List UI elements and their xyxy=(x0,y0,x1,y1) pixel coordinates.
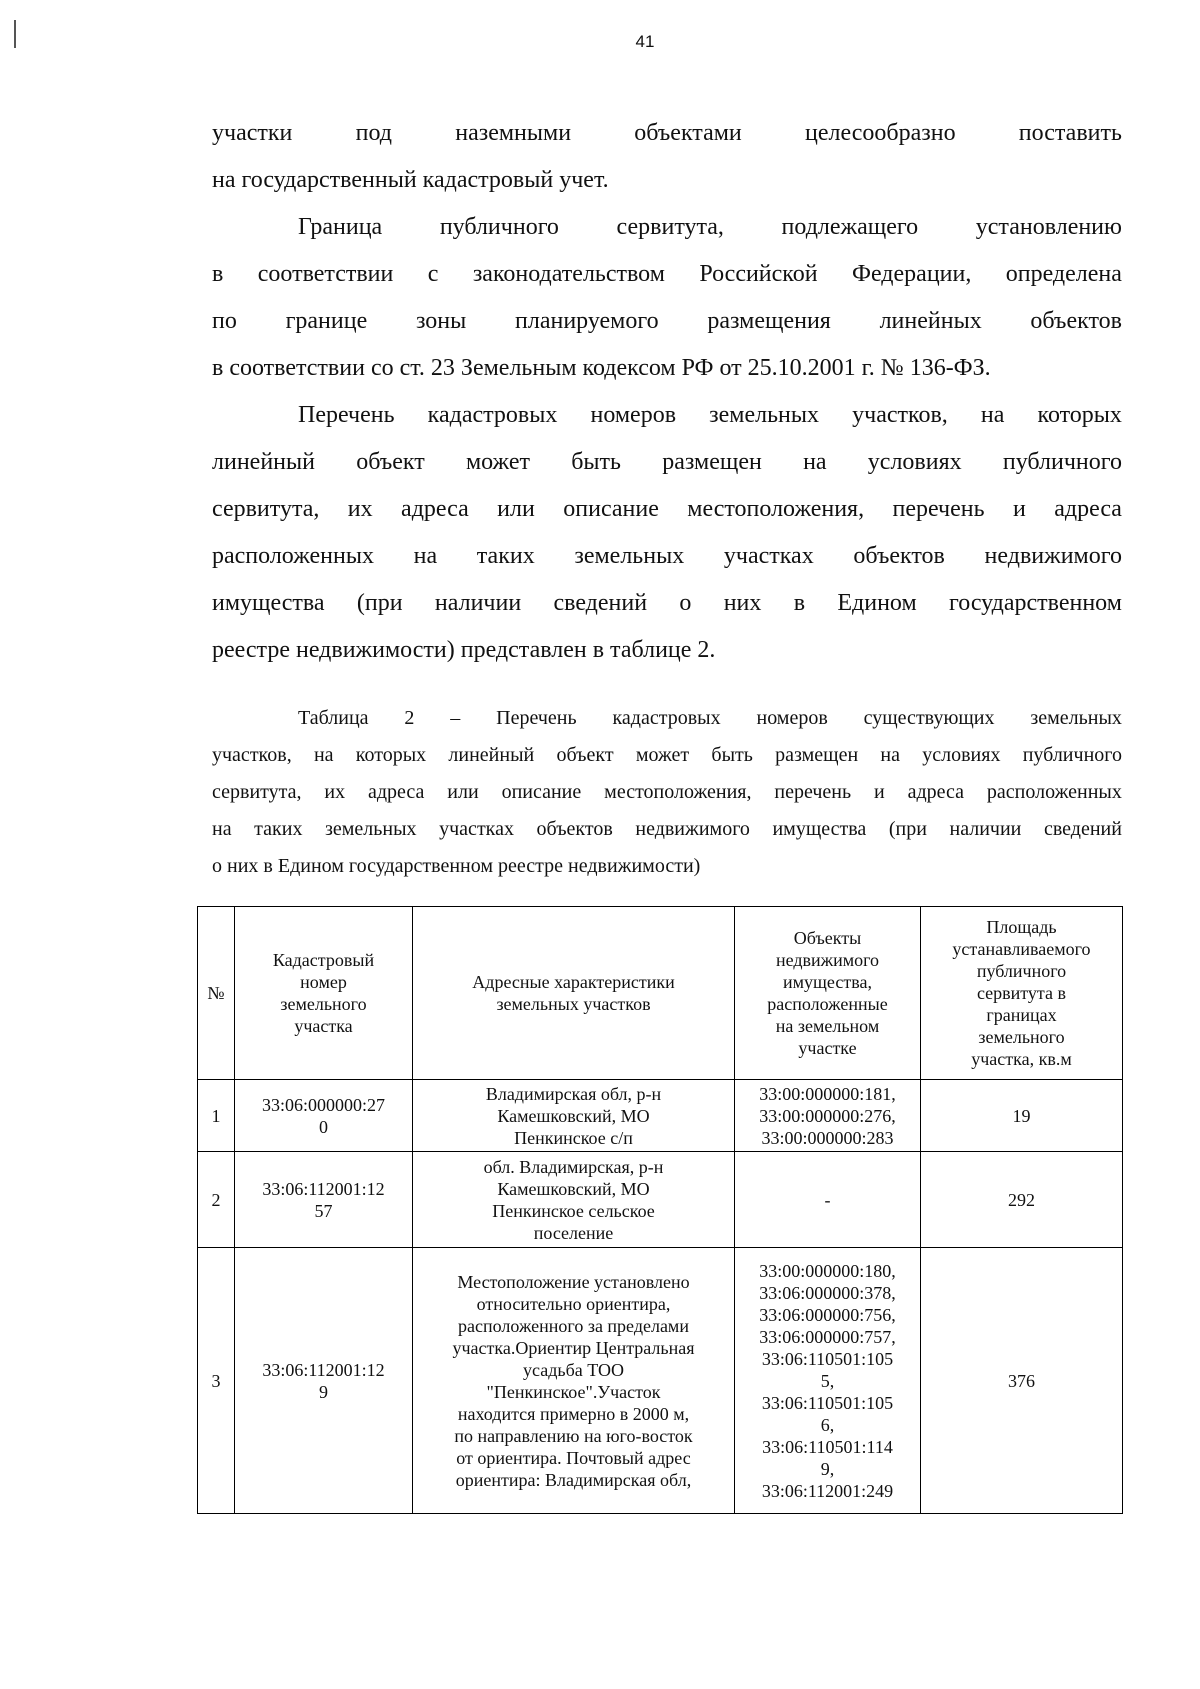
row-area: 376 xyxy=(921,1248,1123,1514)
table-row xyxy=(198,1248,1123,1514)
row-num: 2 xyxy=(198,1152,235,1248)
header-area: Площадь устанавливаемого публичного сервитута в границах земельного участка, кв.м xyxy=(921,907,1123,1080)
row-area: 292 xyxy=(921,1152,1123,1248)
text-line: о них в Едином государственном реестре недвижимости) xyxy=(212,855,701,877)
header-address: Адресные характеристики земельных участков xyxy=(413,907,735,1080)
text-line: Таблица 2 – Перечень кадастровых номеров существующих земельных xyxy=(298,707,1122,729)
header-num: № xyxy=(198,907,235,1080)
text-line: участков, на которых линейный объект может быть размещен на условиях публичного xyxy=(212,744,1122,766)
row-address: обл. Владимирская, р-н Камешковский, МО Пенкинское сельское поселение xyxy=(413,1152,735,1248)
row-cadastral: 33:06:000000:27 0 xyxy=(235,1080,413,1152)
text-line: Перечень кадастровых номеров земельных участков, на которых xyxy=(298,402,1122,428)
header-cadastral: Кадастровый номер земельного участка xyxy=(235,907,413,1080)
text-line: участки под наземными объектами целесообразно поставить xyxy=(212,120,1122,146)
text-line: сервитута, их адреса или описание местоположения, перечень и адреса xyxy=(212,496,1122,522)
page-number: 41 xyxy=(635,32,655,51)
text-line: по границе зоны планируемого размещения линейных объектов xyxy=(212,308,1122,334)
body-text xyxy=(212,110,1122,674)
text-line: в соответствии со ст. 23 Земельным кодексом РФ от 25.10.2001 г. № 136-ФЗ. xyxy=(212,355,991,381)
row-area: 19 xyxy=(921,1080,1123,1152)
text-line: на государственный кадастровый учет. xyxy=(212,167,609,193)
text-line: на таких земельных участках объектов недвижимого имущества (при наличии сведений xyxy=(212,818,1122,840)
text-line: в соответствии с законодательством Российской Федерации, определена xyxy=(212,261,1122,287)
table-header-row xyxy=(198,907,1123,1080)
row-objects: - xyxy=(735,1152,921,1248)
row-cadastral: 33:06:112001:12 57 xyxy=(235,1152,413,1248)
text-line: Граница публичного сервитута, подлежащего установлению xyxy=(298,214,1122,240)
row-num: 1 xyxy=(198,1080,235,1152)
row-objects: 33:00:000000:181, 33:00:000000:276, 33:00:000000:283 xyxy=(735,1080,921,1152)
header-objects: Объекты недвижимого имущества, расположенные на земельном участке xyxy=(735,907,921,1080)
text-line: имущества (при наличии сведений о них в Едином государственном xyxy=(212,590,1122,616)
table-row xyxy=(198,1080,1123,1152)
row-cadastral: 33:06:112001:12 9 xyxy=(235,1248,413,1514)
row-address: Местоположение установлено относительно ориентира, расположенного за пределами участка.Ориентир Центральная усадьба ТОО "Пенкинское".Участок находится примерно в 2000 м, по направлению на юго-восток от ориентира. Почтовый адрес ориентира: Владимирская обл, xyxy=(413,1248,735,1514)
table-row xyxy=(198,1152,1123,1248)
row-address: Владимирская обл, р-н Камешковский, МО Пенкинское с/п xyxy=(413,1080,735,1152)
text-line: линейный объект может быть размещен на условиях публичного xyxy=(212,449,1122,475)
cadastral-table xyxy=(197,906,1123,1514)
text-line: реестре недвижимости) представлен в таблице 2. xyxy=(212,637,716,663)
text-line: расположенных на таких земельных участках объектов недвижимого xyxy=(212,543,1122,569)
row-num: 3 xyxy=(198,1248,235,1514)
text-line: сервитута, их адреса или описание местоположения, перечень и адреса расположенных xyxy=(212,781,1122,803)
table-caption xyxy=(212,700,1122,885)
row-objects: 33:00:000000:180, 33:06:000000:378, 33:06:000000:756, 33:06:000000:757, 33:06:110501:105 5, 33:06:110501:105 6, 33:06:110501:114 9, 33:06:112001:249 xyxy=(735,1248,921,1514)
